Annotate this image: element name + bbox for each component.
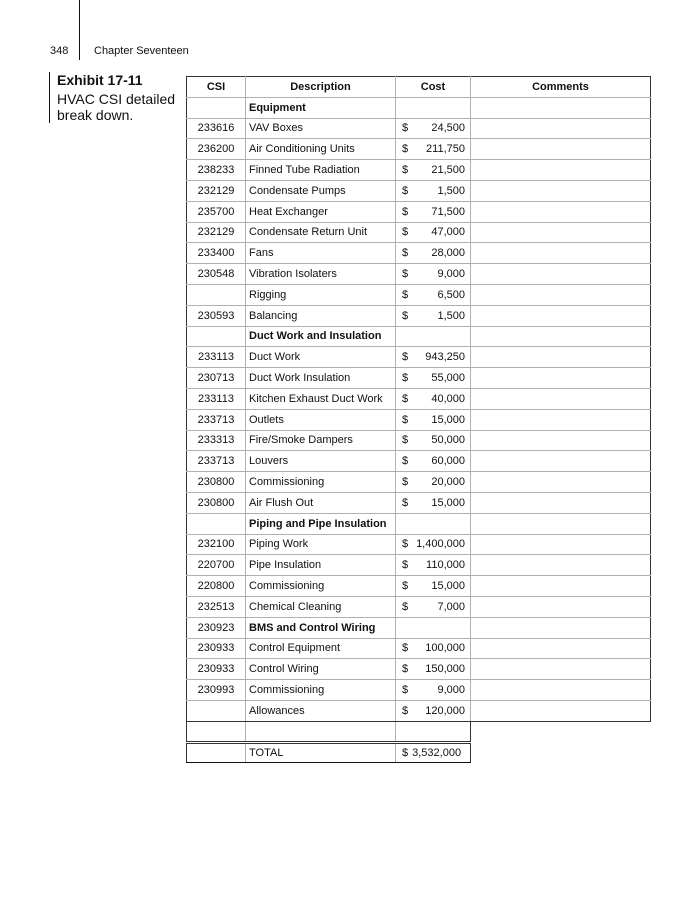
spacer-cell	[246, 721, 396, 742]
currency-symbol: $	[402, 309, 409, 322]
item-description: Kitchen Exhaust Duct Work	[246, 388, 396, 409]
page-number: 348	[50, 45, 69, 57]
item-description: Finned Tube Radiation	[246, 160, 396, 181]
currency-symbol: $	[402, 642, 409, 655]
comments-cell	[471, 118, 651, 139]
csi-code: 233713	[187, 409, 246, 430]
cost-value: 50,000	[431, 434, 465, 447]
currency-symbol: $	[402, 372, 409, 385]
csi-code	[187, 513, 246, 534]
item-description: Rigging	[246, 284, 396, 305]
table-row	[187, 596, 651, 617]
cost-value: 943,250	[425, 351, 465, 364]
item-description: Fire/Smoke Dampers	[246, 430, 396, 451]
table-row	[187, 368, 651, 389]
csi-code: 230933	[187, 638, 246, 659]
section-title: Duct Work and Insulation	[246, 326, 396, 347]
section-title: Piping and Pipe Insulation	[246, 513, 396, 534]
comments-cell	[471, 139, 651, 160]
table-row	[187, 659, 651, 680]
csi-code: 230993	[187, 680, 246, 701]
section-row	[187, 513, 651, 534]
cost-cell	[396, 284, 471, 305]
cost-value: 55,000	[431, 372, 465, 385]
table-row	[187, 243, 651, 264]
comments-cell	[471, 180, 651, 201]
cost-cell	[396, 534, 471, 555]
comments-cell	[471, 638, 651, 659]
currency-symbol: $	[402, 434, 409, 447]
cost-cell	[396, 451, 471, 472]
csi-code: 233113	[187, 388, 246, 409]
section-title: Equipment	[246, 97, 396, 118]
table-row	[187, 700, 651, 721]
item-description: Heat Exchanger	[246, 201, 396, 222]
cost-cell	[396, 388, 471, 409]
table-row	[187, 347, 651, 368]
item-description: Allowances	[246, 700, 396, 721]
item-description: Vibration Isolaters	[246, 264, 396, 285]
header-divider	[79, 0, 81, 60]
csi-code: 230713	[187, 368, 246, 389]
table-row	[187, 264, 651, 285]
item-description: Duct Work	[246, 347, 396, 368]
item-description: Commissioning	[246, 472, 396, 493]
csi-code: 235700	[187, 201, 246, 222]
table-header-row	[187, 77, 651, 98]
comments-cell	[471, 326, 651, 347]
currency-symbol: $	[402, 538, 409, 551]
section-row	[187, 617, 651, 638]
cost-cell	[396, 347, 471, 368]
item-description: Air Flush Out	[246, 492, 396, 513]
comments-cell	[471, 97, 651, 118]
exhibit-description: HVAC CSI detailed break down.	[57, 91, 176, 123]
currency-symbol: $	[402, 559, 409, 572]
csi-code: 230800	[187, 472, 246, 493]
cost-cell	[396, 326, 471, 347]
csi-code: 236200	[187, 139, 246, 160]
total-label: TOTAL	[246, 742, 396, 763]
cost-cell	[396, 160, 471, 181]
table-row	[187, 118, 651, 139]
item-description: Commissioning	[246, 680, 396, 701]
comments-cell	[471, 284, 651, 305]
total-row	[187, 742, 651, 763]
csi-code: 233713	[187, 451, 246, 472]
currency-symbol: $	[402, 663, 409, 676]
header-cost: Cost	[396, 77, 471, 98]
table-row	[187, 388, 651, 409]
currency-symbol: $	[402, 413, 409, 426]
cost-value: 9,000	[437, 268, 465, 281]
cost-cell	[396, 555, 471, 576]
currency-symbol: $	[402, 496, 409, 509]
item-description: VAV Boxes	[246, 118, 396, 139]
table-row	[187, 576, 651, 597]
cost-value: 150,000	[425, 663, 465, 676]
comments-cell	[471, 617, 651, 638]
cost-value: 28,000	[431, 247, 465, 260]
csi-code: 232129	[187, 180, 246, 201]
currency-symbol: $	[402, 143, 409, 156]
cost-cell	[396, 659, 471, 680]
csi-code: 233400	[187, 243, 246, 264]
currency-symbol: $	[402, 746, 409, 759]
cost-value: 60,000	[431, 455, 465, 468]
item-description: Balancing	[246, 305, 396, 326]
spacer-cell	[396, 721, 471, 742]
item-description: Piping Work	[246, 534, 396, 555]
currency-symbol: $	[402, 205, 409, 218]
table-row	[187, 430, 651, 451]
item-description: Chemical Cleaning	[246, 596, 396, 617]
item-description: Outlets	[246, 409, 396, 430]
cost-value: 110,000	[426, 559, 465, 572]
comments-cell	[471, 472, 651, 493]
item-description: Fans	[246, 243, 396, 264]
currency-symbol: $	[402, 392, 409, 405]
cost-value: 15,000	[431, 580, 465, 593]
comments-cell	[471, 534, 651, 555]
currency-symbol: $	[402, 247, 409, 260]
cost-value: 47,000	[431, 226, 465, 239]
header-csi: CSI	[187, 77, 246, 98]
cost-value: 15,000	[431, 496, 465, 509]
header-comments: Comments	[471, 77, 651, 98]
cost-value: 71,500	[431, 205, 465, 218]
csi-code: 232513	[187, 596, 246, 617]
total-cost-cell	[396, 742, 471, 763]
cost-value: 21,500	[431, 164, 465, 177]
cost-value: 9,000	[437, 684, 465, 696]
cost-cell	[396, 472, 471, 493]
comments-cell	[471, 222, 651, 243]
cost-value: 24,500	[431, 122, 465, 135]
total-csi-cell	[187, 742, 246, 763]
item-description: Condensate Return Unit	[246, 222, 396, 243]
table-row	[187, 284, 651, 305]
csi-code	[187, 97, 246, 118]
currency-symbol: $	[402, 351, 409, 364]
table-row	[187, 555, 651, 576]
table-row	[187, 492, 651, 513]
item-description: Pipe Insulation	[246, 555, 396, 576]
item-description: Air Conditioning Units	[246, 139, 396, 160]
chapter-title: Chapter Seventeen	[94, 45, 189, 57]
currency-symbol: $	[402, 476, 409, 489]
csi-code: 230593	[187, 305, 246, 326]
csi-code	[187, 700, 246, 721]
currency-symbol: $	[402, 184, 409, 197]
cost-cell	[396, 243, 471, 264]
csi-code: 220700	[187, 555, 246, 576]
cost-cell	[396, 638, 471, 659]
currency-symbol: $	[402, 704, 409, 717]
cost-value: 20,000	[431, 476, 465, 489]
comments-cell	[471, 368, 651, 389]
cost-value: 15,000	[431, 413, 465, 426]
currency-symbol: $	[402, 580, 409, 593]
csi-code: 230933	[187, 659, 246, 680]
csi-code	[187, 326, 246, 347]
cost-cell	[396, 97, 471, 118]
comments-cell	[471, 243, 651, 264]
cost-value: 1,500	[437, 309, 465, 322]
item-description: Duct Work Insulation	[246, 368, 396, 389]
cost-value: 120,000	[425, 704, 465, 717]
cost-value: 7,000	[437, 600, 465, 613]
cost-cell	[396, 596, 471, 617]
csi-code: 232129	[187, 222, 246, 243]
comments-cell	[471, 555, 651, 576]
table-row	[187, 160, 651, 181]
currency-symbol: $	[402, 268, 409, 281]
csi-code: 238233	[187, 160, 246, 181]
item-description: Condensate Pumps	[246, 180, 396, 201]
cost-cell	[396, 222, 471, 243]
csi-code	[187, 284, 246, 305]
section-row	[187, 97, 651, 118]
comments-cell	[471, 201, 651, 222]
comments-cell	[471, 700, 651, 721]
table-row	[187, 680, 651, 701]
comments-cell	[471, 576, 651, 597]
cost-cell	[396, 305, 471, 326]
cost-cell	[396, 201, 471, 222]
currency-symbol: $	[402, 164, 409, 177]
comments-cell	[471, 492, 651, 513]
csi-code: 230923	[187, 617, 246, 638]
comments-cell	[471, 160, 651, 181]
table-row	[187, 451, 651, 472]
cost-value: 6,500	[437, 288, 465, 301]
table-row	[187, 139, 651, 160]
table-row	[187, 305, 651, 326]
cost-cell	[396, 617, 471, 638]
comments-cell	[471, 659, 651, 680]
csi-code: 233616	[187, 118, 246, 139]
currency-symbol: $	[402, 684, 409, 696]
comments-cell	[471, 596, 651, 617]
cost-cell	[396, 576, 471, 597]
table-row	[187, 180, 651, 201]
currency-symbol: $	[402, 122, 409, 135]
cost-value: 1,400,000	[416, 538, 465, 551]
item-description: Control Equipment	[246, 638, 396, 659]
cost-cell	[396, 492, 471, 513]
comments-cell	[471, 680, 651, 701]
cost-cell	[396, 368, 471, 389]
exhibit-label: Exhibit 17-11	[57, 72, 143, 88]
cost-cell	[396, 430, 471, 451]
csi-code: 232100	[187, 534, 246, 555]
item-description: Louvers	[246, 451, 396, 472]
cost-cell	[396, 409, 471, 430]
csi-code: 233113	[187, 347, 246, 368]
comments-cell	[471, 513, 651, 534]
cost-cell	[396, 513, 471, 534]
table-row	[187, 409, 651, 430]
csi-code: 233313	[187, 430, 246, 451]
cost-value: 100,000	[425, 642, 465, 655]
comments-cell	[471, 409, 651, 430]
spacer-cell	[187, 721, 246, 742]
csi-code: 230548	[187, 264, 246, 285]
csi-code: 220800	[187, 576, 246, 597]
spacer-row	[187, 721, 651, 742]
cost-value: 40,000	[431, 392, 465, 405]
cost-cell	[396, 118, 471, 139]
table-row	[187, 201, 651, 222]
header-description: Description	[246, 77, 396, 98]
cost-cell	[396, 700, 471, 721]
cost-value: 1,500	[437, 184, 465, 197]
item-description: Control Wiring	[246, 659, 396, 680]
total-cost-value: 3,532,000	[412, 746, 462, 759]
currency-symbol: $	[402, 226, 409, 239]
table-row	[187, 222, 651, 243]
cost-cell	[396, 139, 471, 160]
comments-cell	[471, 430, 651, 451]
cost-cell	[396, 264, 471, 285]
currency-symbol: $	[402, 455, 409, 468]
currency-symbol: $	[402, 600, 409, 613]
currency-symbol: $	[402, 288, 409, 301]
csi-code: 230800	[187, 492, 246, 513]
cost-cell	[396, 680, 471, 701]
hvac-cost-table	[186, 76, 651, 763]
table-row	[187, 638, 651, 659]
cost-cell	[396, 180, 471, 201]
comments-cell	[471, 388, 651, 409]
section-row	[187, 326, 651, 347]
comments-cell	[471, 347, 651, 368]
comments-cell	[471, 264, 651, 285]
comments-cell	[471, 305, 651, 326]
table-row	[187, 534, 651, 555]
table-row	[187, 472, 651, 493]
item-description: Commissioning	[246, 576, 396, 597]
cost-value: 211,750	[426, 143, 465, 156]
comments-cell	[471, 451, 651, 472]
section-title: BMS and Control Wiring	[246, 617, 396, 638]
exhibit-caption	[49, 72, 187, 123]
